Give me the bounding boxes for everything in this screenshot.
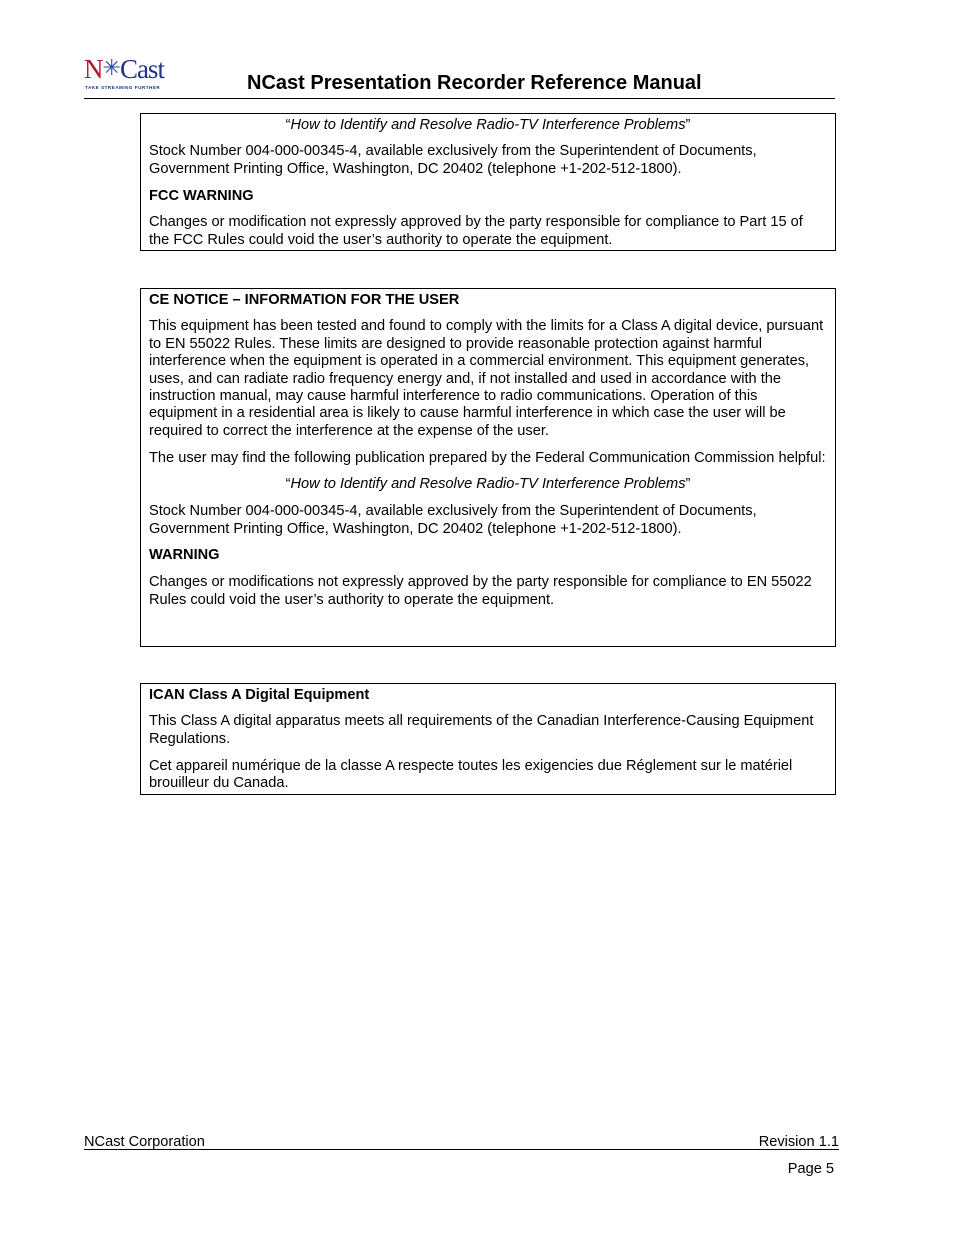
ican-notice-box (140, 683, 836, 795)
stock-number-text: Stock Number 004-000-00345-4, available exclusively from the Superintendent of Documents, Government Printing Office, Washington, DC 20402 (telephone +1-202-512-1800). (149, 503, 757, 537)
publication-title: “How to Identify and Resolve Radio-TV Interference Problems” (285, 116, 691, 133)
ican-french-text: Cet appareil numérique de la classe A respecte toutes les exigencies due Réglement sur le matériel brouilleur du Canada. (149, 757, 793, 791)
logo-tagline: TAKE STREAMING FURTHER (85, 85, 161, 90)
footer-company: NCast Corporation (84, 1134, 205, 1150)
page-footer (84, 1134, 839, 1150)
ncast-logo (84, 56, 174, 92)
stock-number-text: Stock Number 004-000-00345-4, available exclusively from the Superintendent of Documents, Government Printing Office, Washington, DC 20402 (telephone +1-202-512-1800). (149, 143, 757, 177)
page-number: Page 5 (787, 1161, 834, 1177)
page-header (84, 52, 835, 99)
fcc-notice-box (140, 113, 836, 251)
ce-publication-intro: The user may find the following publication prepared by the Federal Communication Commission helpful: (149, 449, 826, 466)
fcc-warning-text: Changes or modification not expressly approved by the party responsible for compliance to Part 15 of the FCC Rules could void the user’s authority to operate the equipment. (149, 214, 803, 248)
ce-warning-heading: WARNING (149, 547, 220, 564)
ce-notice-paragraph: This equipment has been tested and found to comply with the limits for a Class A digital device, pursuant to EN 55022 Rules. These limits are designed to provide reasonable protection against harmful interference when the equipment is operated in a commercial environment. This equipment generates, uses, and can radiate radio frequency energy and, if not installed and used in accordance with the instruction manual, may cause harmful interference to radio communications. Operation of this equipment in a residential area is likely to cause harmful interference in which case the user will be required to correct the interference at the expense of the user. (149, 318, 824, 439)
ican-heading: ICAN Class A Digital Equipment (149, 686, 370, 703)
ican-english-text: This Class A digital apparatus meets all requirements of the Canadian Interference-Causing Equipment Regulations. (149, 713, 814, 747)
fcc-warning-heading: FCC WARNING (149, 187, 254, 204)
publication-title: “How to Identify and Resolve Radio-TV Interference Problems” (285, 476, 691, 493)
ce-notice-heading: CE NOTICE – INFORMATION FOR THE USER (149, 291, 460, 308)
logo-wordmark: N✳Cast (84, 54, 164, 84)
document-title: NCast Presentation Recorder Reference Manual (247, 72, 702, 94)
ce-warning-text: Changes or modifications not expressly approved by the party responsible for compliance to EN 55022 Rules could void the user’s authority to operate the equipment. (149, 574, 812, 608)
ce-notice-box (140, 288, 836, 647)
footer-revision: Revision 1.1 (758, 1134, 839, 1150)
logo-spark-icon: ✳ (102, 55, 120, 80)
